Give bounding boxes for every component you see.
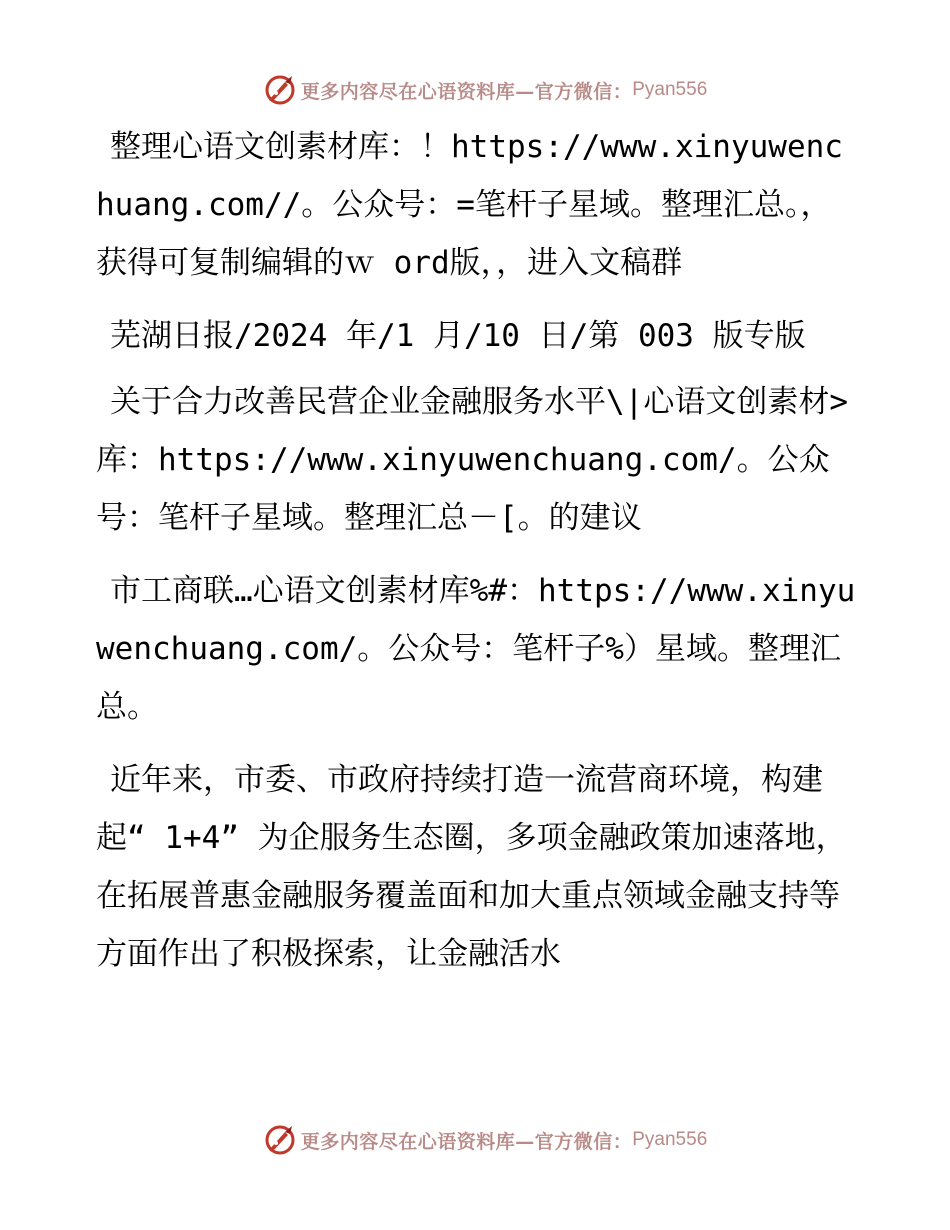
quill-pen-logo-icon bbox=[263, 1123, 297, 1157]
footer-banner-text: 更多内容尽在心语资料库—官方微信： bbox=[300, 1130, 633, 1153]
paragraph-source-note: 整理心语文创素材库：！https://www.xinyuwenchuang.com//。公众号：=笔杆子星域。整理汇总。，获得可复制编辑的ｗ ord版，，进入文稿群 bbox=[96, 129, 843, 281]
paragraph-title: 关于合力改善民营企业金融服务水平\|心语文创素材>库：https://www.xinyuwenchuang.com/。公众号：笔杆子星域。整理汇总－[。的建议 bbox=[96, 384, 848, 536]
footer-banner-inner bbox=[263, 1123, 708, 1157]
footer-wechat-id: Pyan556 bbox=[632, 1129, 708, 1150]
paragraph-author: 市工商联…心语文创素材库%#：https://www.xinyuwenchuang.com/。公众号：笔杆子%）星域。整理汇总。 bbox=[96, 573, 856, 725]
paragraph-body: 近年来，市委、市政府持续打造一流营商环境，构建起“ 1+4” 为企服务生态圈，多项金融政策加速落地，在拓展普惠金融服务覆盖面和加大重点领域金融支持等方面作出了积极探索，让金融活水 bbox=[96, 762, 847, 972]
footer-banner bbox=[0, 1120, 950, 1160]
header-banner-text: 更多内容尽在心语资料库—官方微信： bbox=[300, 80, 633, 103]
document-body bbox=[96, 118, 856, 998]
header-banner-inner bbox=[263, 73, 708, 107]
header-wechat-id: Pyan556 bbox=[632, 79, 708, 100]
quill-pen-logo-icon bbox=[263, 73, 297, 107]
header-banner bbox=[0, 70, 950, 110]
paragraph-publication-line: 芜湖日报/2024 年/1 月/10 日/第 003 版专版 bbox=[110, 318, 806, 354]
